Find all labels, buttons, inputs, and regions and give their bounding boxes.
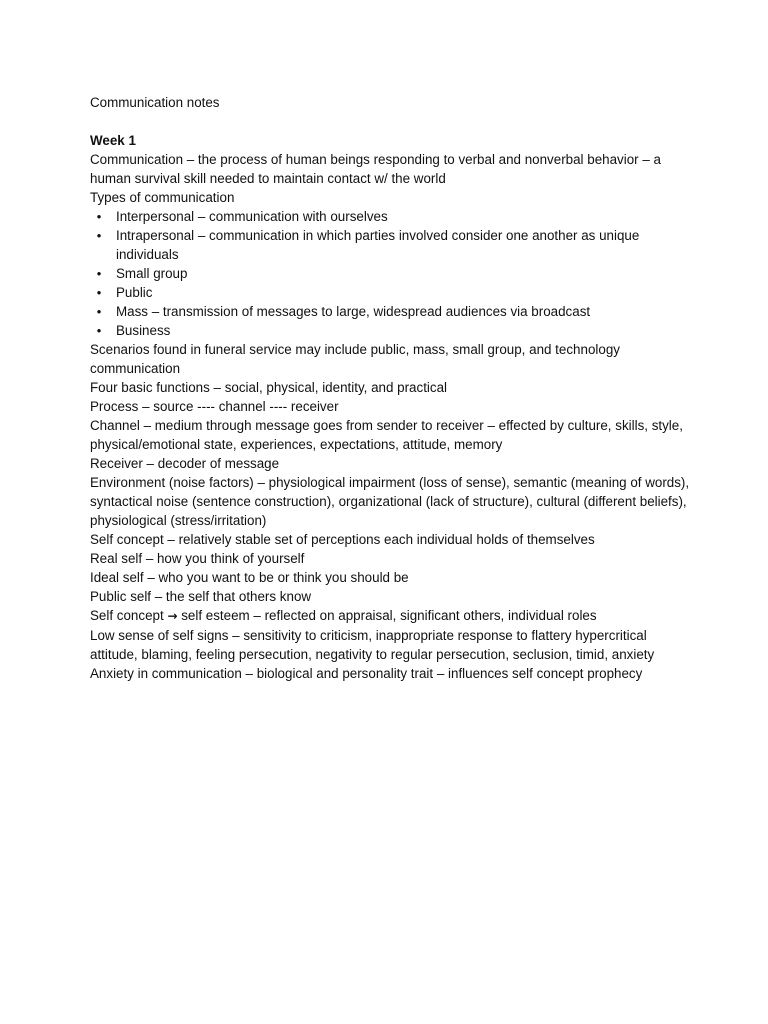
bullet-item-business <box>90 321 690 340</box>
week-heading: Week 1 <box>90 133 136 148</box>
bullet-text: Intrapersonal – communication in which parties involved consider one another as unique individuals <box>116 228 640 262</box>
bullet-item-mass <box>90 302 690 321</box>
paragraph-environment: Environment (noise factors) – physiological impairment (loss of sense), semantic (meaning of words), syntactical noise (sentence construction), organizational (lack of structure), cultural (different beliefs), physiological (stress/irritation) <box>90 475 690 528</box>
paragraph-real-self: Real self – how you think of yourself <box>90 551 305 566</box>
bullet-item-intrapersonal <box>90 226 690 264</box>
bullet-text: Small group <box>116 266 188 281</box>
paragraph-anxiety: Anxiety in communication – biological and personality trait – influences self concept prophecy <box>90 666 643 681</box>
bullet-icon: • <box>96 266 102 281</box>
bullet-icon: • <box>96 285 102 300</box>
paragraph-communication-definition: Communication – the process of human beings responding to verbal and nonverbal behavior – a human survival skill needed to maintain contact w/ the world <box>90 152 661 186</box>
bullet-item-interpersonal <box>90 207 690 226</box>
bullet-text: Interpersonal – communication with ourselves <box>116 209 388 224</box>
paragraph-scenarios: Scenarios found in funeral service may include public, mass, small group, and technology communication <box>90 342 620 376</box>
bullet-icon: • <box>96 228 102 243</box>
paragraph-process: Process – source ---- channel ---- receiver <box>90 399 339 414</box>
paragraph-four-functions: Four basic functions – social, physical, identity, and practical <box>90 380 448 395</box>
bullet-item-small-group <box>90 264 690 283</box>
paragraph-low-self-signs: Low sense of self signs – sensitivity to criticism, inappropriate response to flattery hypercritical attitude, blaming, feeling persecution, negativity to regular persecution, seclusion, timid, anxiety <box>90 628 655 662</box>
paragraph-self-esteem <box>90 606 690 626</box>
bullet-text: Mass – transmission of messages to large, widespread audiences via broadcast <box>116 304 591 319</box>
bullet-text: Public <box>116 285 153 300</box>
bullet-icon: • <box>96 304 102 319</box>
paragraph-self-concept: Self concept – relatively stable set of perceptions each individual holds of themselves <box>90 532 595 547</box>
document-body <box>90 93 690 683</box>
paragraph-receiver: Receiver – decoder of message <box>90 456 280 471</box>
paragraph-types-heading: Types of communication <box>90 190 235 205</box>
paragraph-public-self: Public self – the self that others know <box>90 589 312 604</box>
paragraph-ideal-self: Ideal self – who you want to be or think you should be <box>90 570 409 585</box>
bullet-item-public <box>90 283 690 302</box>
self-esteem-trail-text: self esteem – reflected on appraisal, significant others, individual roles <box>181 608 597 623</box>
types-bullet-list <box>90 207 690 340</box>
paragraph-channel: Channel – medium through message goes from sender to receiver – effected by culture, skills, style, physical/emotional state, experiences, expectations, attitude, memory <box>90 418 683 452</box>
document-title: Communication notes <box>90 95 220 110</box>
bullet-icon: • <box>96 209 102 224</box>
self-esteem-lead-text: Self concept <box>90 608 164 623</box>
bullet-text: Business <box>116 323 171 338</box>
arrow-right-icon: → <box>167 609 178 623</box>
bullet-icon: • <box>96 323 102 338</box>
